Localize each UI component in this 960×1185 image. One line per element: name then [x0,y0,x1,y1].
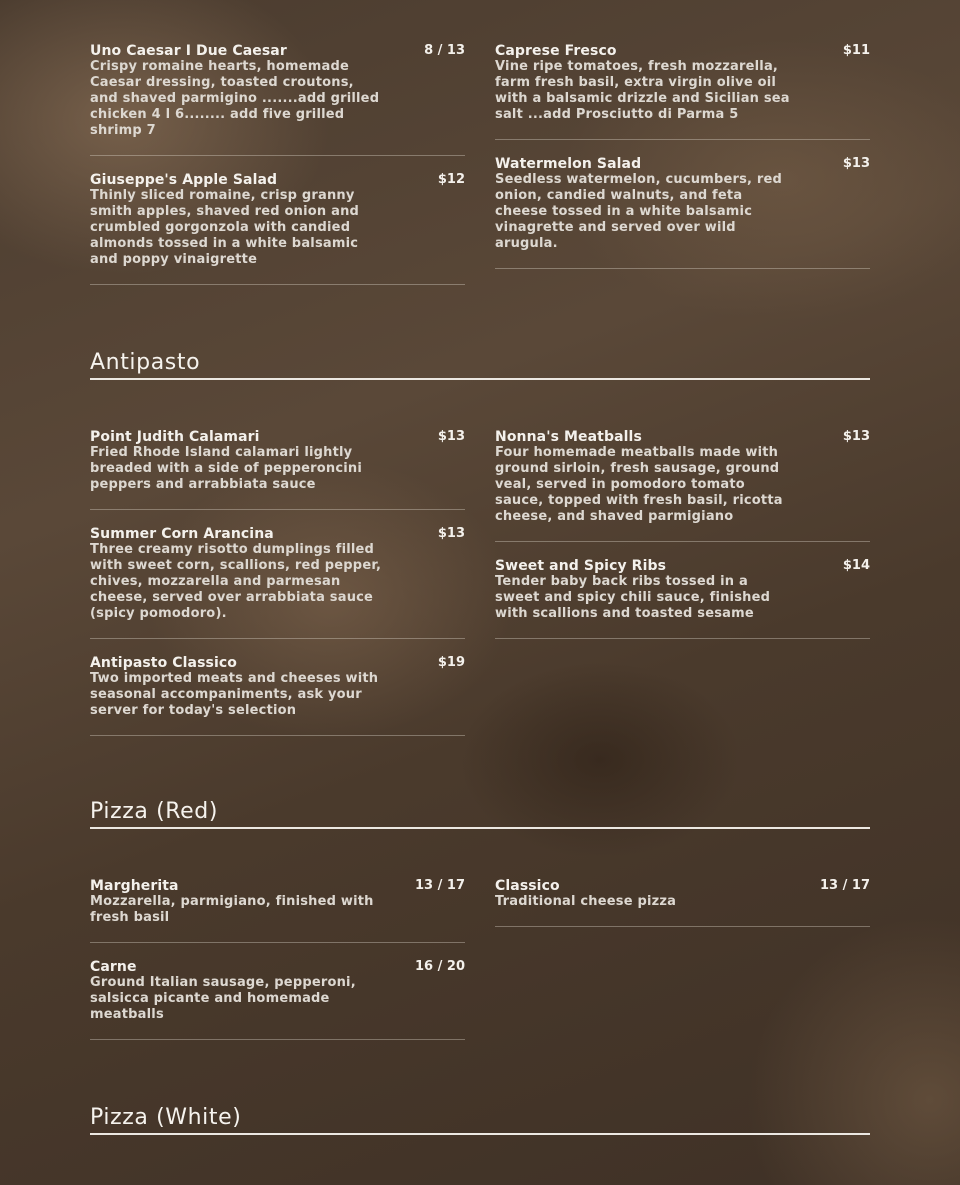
menu-item [90,43,465,156]
menu-item-price: 16 / 20 [415,959,465,974]
menu-item-name: Antipasto Classico [90,655,237,671]
antipasto-section [90,429,870,752]
menu-item-description: Crispy romaine hearts, homemade Caesar dressing, toasted croutons, and shaved parmigino .......add grilled chicken 4 l 6........ add five grilled shrimp 7 [90,59,380,138]
salads-left-column [90,43,465,301]
menu-item-price: 8 / 13 [424,43,465,58]
menu-item-price: $13 [437,526,465,541]
pizza-red-left-column [90,878,465,1056]
menu-item-name: Point Judith Calamari [90,429,260,445]
menu-item-name: Uno Caesar I Due Caesar [90,43,287,59]
menu-item-price: $12 [437,172,465,187]
menu-item-price: $13 [842,429,870,444]
menu-item-description: Thinly sliced romaine, crisp granny smith apples, shaved red onion and crumbled gorgonzola with candied almonds tossed in a white balsamic and poppy vinaigrette [90,188,360,267]
antipasto-right-column [495,429,870,752]
menu-item-name: Watermelon Salad [495,156,642,172]
menu-item-description: Tender baby back ribs tossed in a sweet and spicy chili sauce, finished with scallions and toasted sesame [495,574,771,621]
salads-right-column [495,43,870,301]
section-title-pizza-red: Pizza (Red) [90,799,870,829]
menu-item-name: Carne [90,959,137,975]
menu-item [90,172,465,285]
menu-item-name: Summer Corn Arancina [90,526,274,542]
menu-item-name: Giuseppe's Apple Salad [90,172,278,188]
menu-item-price: 13 / 17 [820,878,870,893]
menu-item [495,429,870,542]
menu-item-price: $11 [842,43,870,58]
menu-item-description: Vine ripe tomatoes, fresh mozzarella, farm fresh basil, extra virgin olive oil with a balsamic drizzle and Sicilian sea salt ...add Prosciutto di Parma 5 [495,59,790,122]
section-title-antipasto: Antipasto [90,350,870,380]
menu-item [90,959,465,1040]
menu-item-description: Fried Rhode Island calamari lightly breaded with a side of pepperoncini peppers and arrabbiata sauce [90,445,362,492]
menu-item-name: Sweet and Spicy Ribs [495,558,667,574]
menu-item-price: $14 [842,558,870,573]
menu-item-name: Nonna's Meatballs [495,429,642,445]
menu-item-name: Margherita [90,878,179,894]
menu-item-name: Caprese Fresco [495,43,617,59]
menu-item [495,43,870,140]
menu-item [495,558,870,639]
menu-item [90,429,465,510]
menu-item-price: $19 [437,655,465,670]
menu-item-price: $13 [437,429,465,444]
menu-item-description: Three creamy risotto dumplings filled with sweet corn, scallions, red pepper, chives, mozzarella and parmesan cheese, served over arrabbiata sauce (spicy pomodoro). [90,542,382,621]
menu-item [90,526,465,639]
menu-item-description: Traditional cheese pizza [495,894,677,909]
menu-item-description: Mozzarella, parmigiano, finished with fresh basil [90,894,374,925]
menu-item-description: Two imported meats and cheeses with seasonal accompaniments, ask your server for today's selection [90,671,379,718]
menu-item-description: Four homemade meatballs made with ground sirloin, fresh sausage, ground veal, served in pomodoro tomato sauce, topped with fresh basil, ricotta cheese, and shaved parmigiano [495,445,783,524]
menu-item-price: $13 [842,156,870,171]
pizza-red-section [90,878,870,1056]
antipasto-left-column [90,429,465,752]
menu-item-name: Classico [495,878,560,894]
salads-section [90,43,870,301]
menu-item-description: Seedless watermelon, cucumbers, red onion, candied walnuts, and feta cheese tossed in a white balsamic vinagrette and served over wild arugula. [495,172,783,251]
menu-item [495,878,870,927]
pizza-red-right-column [495,878,870,1056]
menu-item [90,878,465,943]
menu-item [495,156,870,269]
section-title-pizza-white: Pizza (White) [90,1105,870,1135]
menu-item [90,655,465,736]
menu-item-description: Ground Italian sausage, pepperoni, salsicca picante and homemade meatballs [90,975,356,1022]
menu-item-price: 13 / 17 [415,878,465,893]
